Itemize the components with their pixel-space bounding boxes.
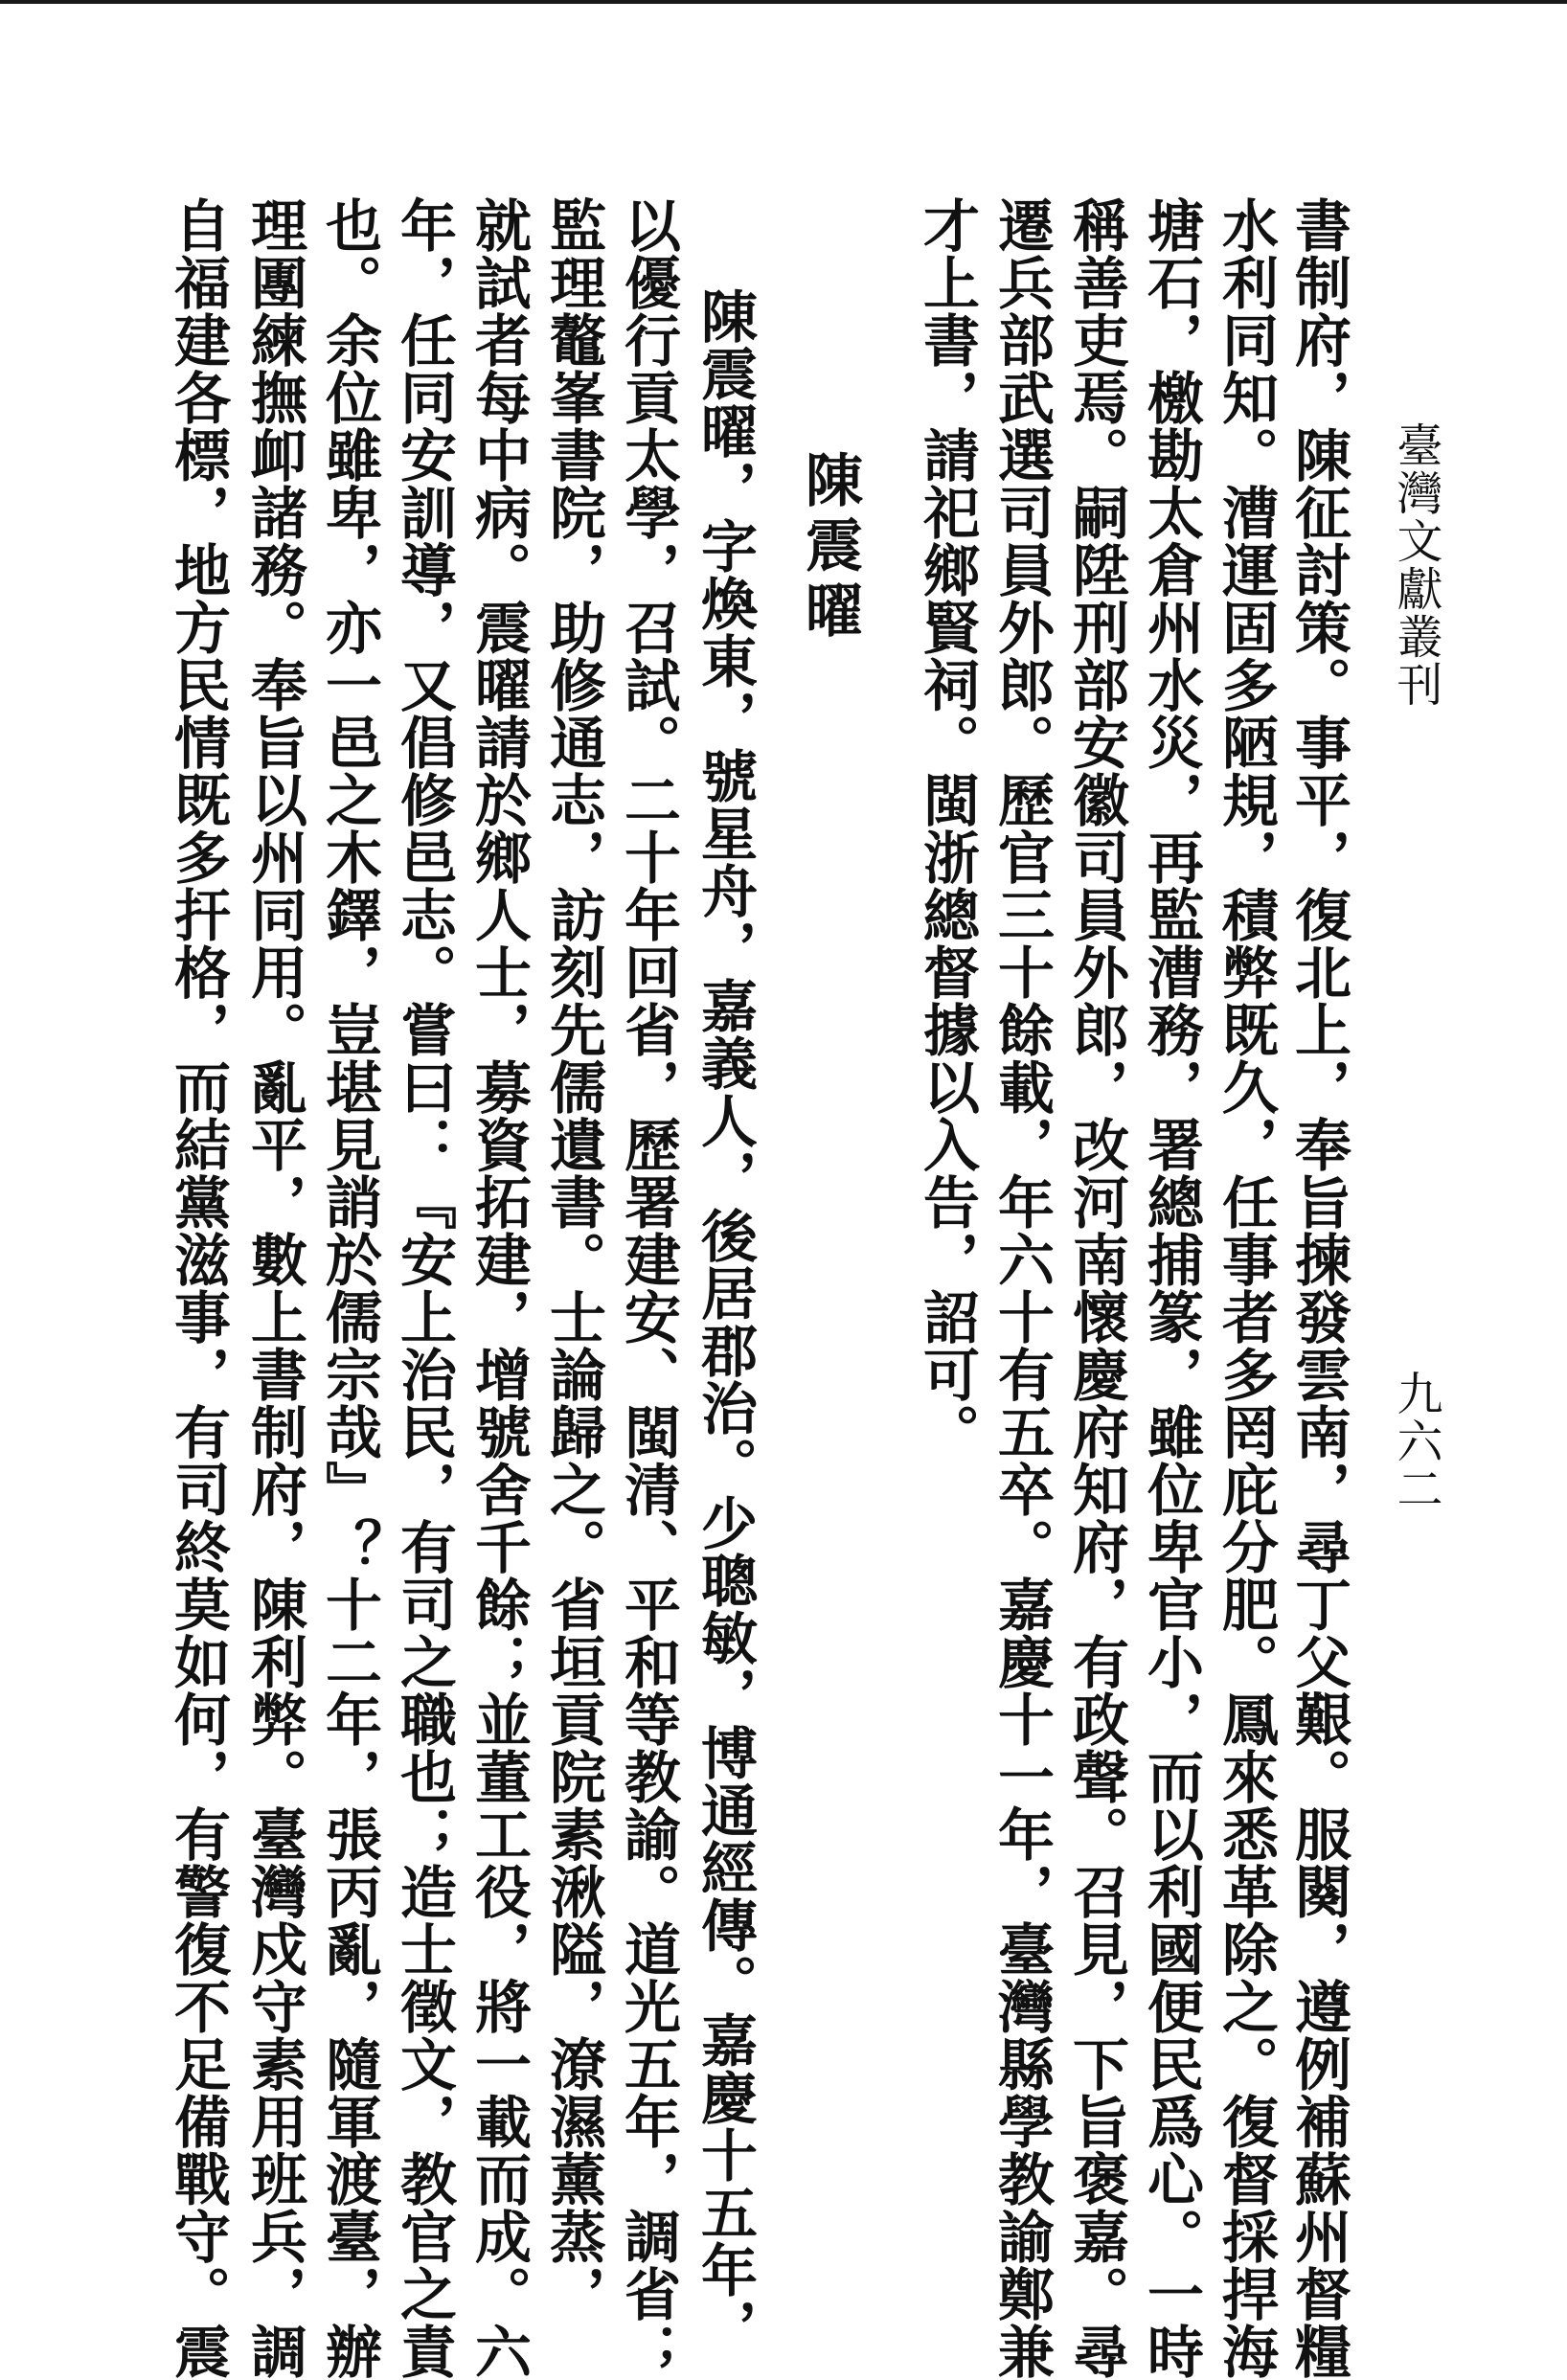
text-column-8: 以優行貢太學，召試。二十年回省，歷署建安、閩清、平和等教諭。道光五年，調省；	[615, 196, 681, 2380]
top-rule	[0, 0, 1567, 4]
running-header-title: 臺灣文獻叢刊	[1389, 421, 1442, 709]
text-column-13: 理團練撫卹諸務。奉旨以州同用。亂平，數上書制府，陳利弊。臺灣戍守素用班兵，調	[241, 196, 307, 2380]
text-column-2: 水利同知。漕運固多陋規，積弊既久，任事者多罔庇分肥。鳳來悉革除之。復督採捍海	[1213, 196, 1279, 2380]
text-column-12: 也。余位雖卑，亦一邑之木鐸，豈堪見誚於儒宗哉』？十二年，張丙亂，隨軍渡臺，辦	[316, 196, 382, 2380]
text-column-4: 稱善吏焉。嗣陞刑部安徽司員外郎，改河南懷慶府知府，有政聲。召見，下旨褒嘉。尋	[1063, 196, 1129, 2380]
text-column-6: 才上書，請祀鄉賢祠。閩浙總督據以入告，詔可。	[914, 196, 980, 1461]
section-heading: 陳震曜	[796, 450, 863, 646]
page-number: 九六二	[1389, 1370, 1442, 1513]
text-column-11: 年，任同安訓導，又倡修邑志。嘗曰：『安上治民，有司之職也；造士徵文，教官之責	[391, 196, 457, 2380]
text-column-7: 陳震曜，字煥東，號星舟，嘉義人，後居郡治。少聰敏，博通經傳。嘉慶十五年，	[692, 287, 758, 2356]
text-column-5: 遷兵部武選司員外郎。歷官三十餘載，年六十有五卒。嘉慶十一年，臺灣縣學教諭鄭兼	[988, 196, 1055, 2380]
text-column-9: 監理鼇峯書院，助修通志，訪刻先儒遺書。士論歸之。省垣貢院素湫隘，潦濕薰蒸，	[540, 196, 606, 2323]
text-column-3: 塘石，檄勘太倉州水災，再監漕務，署總捕篆，雖位卑官小，而以利國便民爲心。一時	[1138, 196, 1204, 2380]
text-column-10: 就試者每中病。震曜請於鄉人士，募資拓建，增號舍千餘；並董工役，將一載而成。六	[466, 196, 532, 2380]
text-column-14: 自福建各標，地方民情既多扞格，而結黨滋事，有司終莫如何，有警復不足備戰守。震	[165, 196, 231, 2380]
text-column-1: 書制府，陳征討策。事平，復北上，奉旨揀發雲南，尋丁父艱。服闋，遵例補蘇州督糧	[1285, 196, 1351, 2380]
